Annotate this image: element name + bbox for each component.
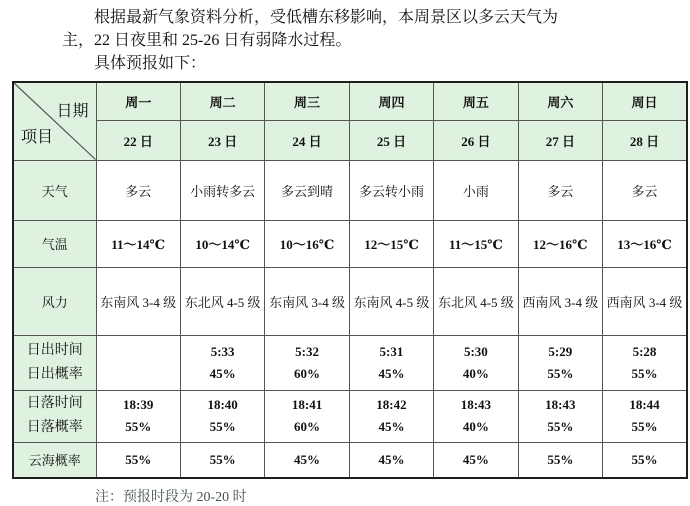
date-header-cell: 27 日 [518, 120, 602, 160]
sunset-row-label: 日落时间 日落概率 [13, 390, 96, 442]
wind-cell: 西南风 3-4 级 [518, 267, 602, 335]
sunset-cell: 18:43 55% [518, 390, 602, 442]
weather-row [13, 160, 687, 220]
temperature-cell: 10～14℃ [180, 220, 264, 267]
weather-cell: 小雨转多云 [180, 160, 264, 220]
temperature-cell: 12～15℃ [349, 220, 433, 267]
corner-cell [13, 82, 96, 160]
intro-line-1: 根据最新气象资料分析，受低槽东移影响，本周景区以多云天气为 [94, 9, 559, 26]
date-header-cell: 26 日 [434, 120, 518, 160]
weather-row-label: 天气 [13, 160, 96, 220]
day-header-cell: 周四 [349, 82, 433, 120]
date-header-cell: 23 日 [180, 120, 264, 160]
footnote: 注：预报时段为 20-20 时 [95, 490, 247, 505]
weather-cell: 多云 [518, 160, 602, 220]
weather-cell: 多云 [96, 160, 180, 220]
weather-cell: 多云转小雨 [349, 160, 433, 220]
sunset-cell: 18:44 55% [603, 390, 687, 442]
sunset-cell: 18:43 40% [434, 390, 518, 442]
day-header-cell: 周五 [434, 82, 518, 120]
temperature-cell: 10～16℃ [265, 220, 349, 267]
intro-text [62, 6, 664, 52]
intro-line-3: 具体预报如下： [94, 55, 207, 72]
corner-date-label: 日期 [56, 103, 89, 120]
temperature-cell: 12～16℃ [518, 220, 602, 267]
wind-row [13, 267, 687, 335]
temperature-cell: 11～15℃ [434, 220, 518, 267]
sunrise-cell: 5:30 40% [434, 335, 518, 390]
weather-cell: 多云到晴 [265, 160, 349, 220]
weather-cell: 多云 [603, 160, 687, 220]
cloud-sea-row-label: 云海概率 [13, 442, 96, 478]
sunrise-cell: 5:28 55% [603, 335, 687, 390]
day-header-cell: 周三 [265, 82, 349, 120]
weather-cell: 小雨 [434, 160, 518, 220]
diagonal-divider [14, 83, 96, 160]
date-header-cell: 25 日 [349, 120, 433, 160]
sunset-row [13, 390, 687, 442]
cloud-sea-cell: 55% [180, 442, 264, 478]
temperature-cell: 11～14℃ [96, 220, 180, 267]
sunrise-cell: 5:32 60% [265, 335, 349, 390]
day-header-cell: 周日 [603, 82, 687, 120]
day-header-cell: 周六 [518, 82, 602, 120]
cloud-sea-cell: 55% [96, 442, 180, 478]
cloud-sea-cell: 55% [603, 442, 687, 478]
cloud-sea-cell: 55% [518, 442, 602, 478]
cloud-sea-row [13, 442, 687, 478]
wind-cell: 东南风 3-4 级 [96, 267, 180, 335]
wind-cell: 东北风 4-5 级 [180, 267, 264, 335]
temperature-row-label: 气温 [13, 220, 96, 267]
sunset-cell: 18:39 55% [96, 390, 180, 442]
wind-cell: 东北风 4-5 级 [434, 267, 518, 335]
forecast-table [12, 81, 688, 479]
date-header-cell: 28 日 [603, 120, 687, 160]
day-header-cell: 周一 [96, 82, 180, 120]
date-header-row [13, 120, 687, 160]
sunrise-cell: 5:33 45% [180, 335, 264, 390]
temperature-row [13, 220, 687, 267]
cloud-sea-cell: 45% [265, 442, 349, 478]
corner-item-label: 项目 [21, 128, 54, 146]
intro-line-2: 主，22 日夜里和 25-26 日有弱降水过程。 [62, 32, 352, 49]
sunrise-cell [96, 335, 180, 390]
cloud-sea-cell: 45% [434, 442, 518, 478]
cloud-sea-cell: 45% [349, 442, 433, 478]
sunset-cell: 18:41 60% [265, 390, 349, 442]
day-header-cell: 周二 [180, 82, 264, 120]
wind-cell: 东南风 3-4 级 [265, 267, 349, 335]
temperature-cell: 13～16℃ [603, 220, 687, 267]
sunset-cell: 18:42 45% [349, 390, 433, 442]
date-header-cell: 24 日 [265, 120, 349, 160]
sunrise-cell: 5:31 45% [349, 335, 433, 390]
sunrise-row-label: 日出时间 日出概率 [13, 335, 96, 390]
sunrise-cell: 5:29 55% [518, 335, 602, 390]
intro-paragraph [0, 0, 690, 75]
day-header-row [13, 82, 687, 120]
wind-row-label: 风力 [13, 267, 96, 335]
sunrise-row [13, 335, 687, 390]
sunset-cell: 18:40 55% [180, 390, 264, 442]
wind-cell: 东南风 4-5 级 [349, 267, 433, 335]
wind-cell: 西南风 3-4 级 [603, 267, 687, 335]
date-header-cell: 22 日 [96, 120, 180, 160]
